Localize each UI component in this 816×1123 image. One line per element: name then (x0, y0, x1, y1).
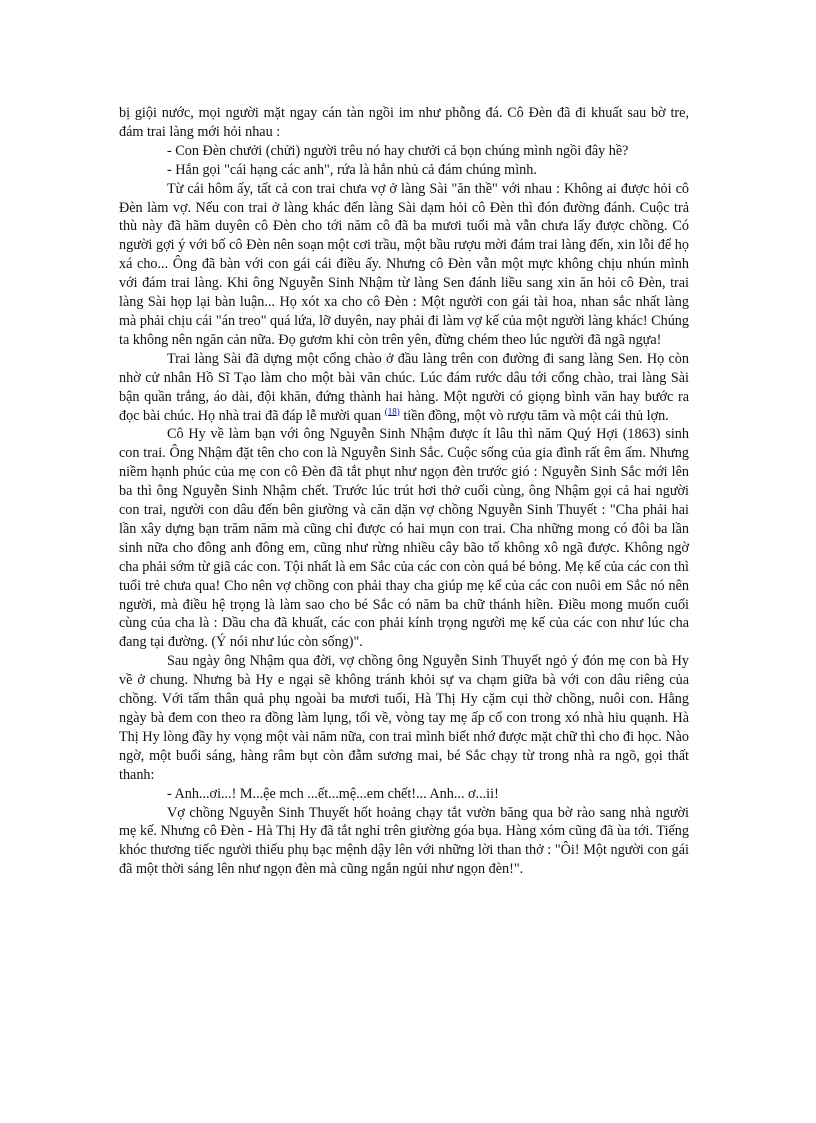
document-page (119, 104, 689, 879)
dialog-line: - Hắn gọi "cái hạng các anh", rứa là hắn nhủ cả đám chúng mình. (167, 161, 537, 178)
dialog-line: - Con Đèn chưởi (chửi) người trêu nó hay chưởi cả bọn chúng mình ngồi đây hề? (167, 142, 629, 159)
footnote-link[interactable]: (18) (384, 405, 400, 416)
paragraph: Vợ chồng Nguyễn Sinh Thuyết hốt hoảng chạy tắt vườn băng qua bờ rào sang nhà người mẹ kế. Nhưng cô Đèn - Hà Thị Hy đã tắt nghỉ trên giường góa bụa. Hàng xóm cũng đã ùa tới. Tiếng khóc thương tiếc người thiếu phụ bạc mệnh dậy lên với những lời than thở : "Ôi! Một người con gái đã một thời sáng lên như ngọn đèn mà cũng ngắn ngủi như ngọn đèn!". (119, 804, 689, 878)
paragraph: Sau ngày ông Nhậm qua đời, vợ chồng ông Nguyễn Sinh Thuyết ngỏ ý đón mẹ con bà Hy về ở chung. Nhưng bà Hy e ngại sẽ không tránh khỏi sự va chạm giữa bà với con dâu riêng của chồng. Với tấm thân quả phụ ngoài ba mươi tuổi, Hà Thị Hy cặm cụi thờ chồng, nuôi con. Hằng ngày bà đem con theo ra đồng làm lụng, tối về, vòng tay mẹ ấp cổ con trong xó nhà hiu quạnh. Hà Thị Hy lòng đầy hy vọng một vài năm nữa, con trai mình biết nhớ được mặt chữ thì cho đi học. Nào ngờ, một buổi sáng, hàng râm bụt còn đẫm sương mai, bé Sắc chạy từ trong nhà ra ngõ, gọi thất thanh: (119, 653, 689, 783)
paragraph-continuation: bị giội nước, mọi người mặt ngay cán tàn ngồi im như phỗng đá. Cô Đèn đã đi khuất sau bờ tre, đám trai làng mới hỏi nhau : (119, 105, 689, 140)
paragraph-with-footnote (119, 350, 689, 426)
paragraph-text-after: tiền đồng, một vò rượu tăm và một cái thủ lợn. (399, 407, 669, 424)
paragraph-text-before: Trai làng Sài đã dựng một cổng chào ở đầu làng trên con đường đi sang làng Sen. Họ còn nhờ cử nhân Hồ Sĩ Tạo làm cho một bài văn chúc. Lúc đám rước dâu tới cổng chào, trai làng Sài bận quần trắng, áo dài, đội khăn, đứng thành hai hàng. Một người có giọng bình văn hay bước ra đọc bài chúc. Họ nhà trai đã đáp lễ mười quan (119, 350, 689, 424)
dialog-line: - Anh...ơi...! M...ệe mch ...ết...mệ...em chết!... Anh... ơ...ii! (167, 785, 499, 802)
paragraph: Cô Hy về làm bạn với ông Nguyễn Sinh Nhậm được ít lâu thì năm Quý Hợi (1863) sinh con trai. Ông Nhậm đặt tên cho con là Nguyễn Sinh Sắc. Cuộc sống của gia đình rất êm ấm. Nhưng niềm hạnh phúc của mẹ con cô Đèn đã tắt phụt như ngọn đèn trước gió : Nguyễn Sinh Sắc mới lên ba thì ông Nguyễn Sinh Nhậm chết. Trước lúc trút hơi thở cuối cùng, ông Nhậm gọi cả hai người con trai, người con dâu đến bên giường và căn dặn vợ chồng Nguyễn Sinh Thuyết : "Cha phải hai lần xây dựng bạn trăm năm mà cũng chỉ được có hai mụn con trai. Cha những mong có đôi ba lần sinh nữa cho đông anh đông em, cũng như rừng nhiều cây bão tố không xô ngã được. Không ngờ cha phải sớm từ giã các con. Tội nhất là em Sắc của các con còn quá bé bỏng. Mẹ kế của các con thì tuổi trẻ chưa qua! Cho nên vợ chồng con phải thay cha giúp mẹ kế của các con nuôi em Sắc nó nên người, mà điều hệ trọng là làm sao cho bé Sắc có năm ba chữ thánh hiền. Điều mong muốn cuối cùng của cha là : Dầu cha đã khuất, các con phải kính trọng người mẹ kế của các con như lúc cha đang tại đường. (Ý nói như lúc còn sống)". (119, 426, 689, 651)
paragraph: Từ cái hôm ấy, tất cả con trai chưa vợ ở làng Sài "ăn thề" với nhau : Không ai được hỏi cô Đèn làm vợ. Nếu con trai ở làng khác đến làng Sài dạm hỏi cô Đèn thì đón đường đánh. Cuộc trả thù này đã hãm duyên cô Đèn cho tới năm cô đã ba mươi tuổi mà vẫn chưa lấy được chồng. Có người gợi ý với bố cô Đèn nên soạn một cơi trầu, một bầu rượu mời đám trai làng đến, xin lỗi để họ xá cho... Ông đã bàn với con gái cái điều ấy. Nhưng cô Đèn vẫn một mực không chịu nhún mình với đám trai làng. Khi ông Nguyễn Sinh Nhậm từ làng Sen đánh liều sang xin ăn hỏi cô Đèn, trai làng Sài họp lại bàn luận... Họ xót xa cho cô Đèn : Một người con gái tài hoa, nhan sắc nhất làng mà phải chịu cái "án treo" quá lứa, lỡ duyên, nay phải đi làm vợ kế của một người làng khác! Chúng ta không nên ngăn cản nữa. Đọ gươm khi còn trên yên, đừng chém theo lúc người đã ngã ngựa! (119, 180, 689, 348)
